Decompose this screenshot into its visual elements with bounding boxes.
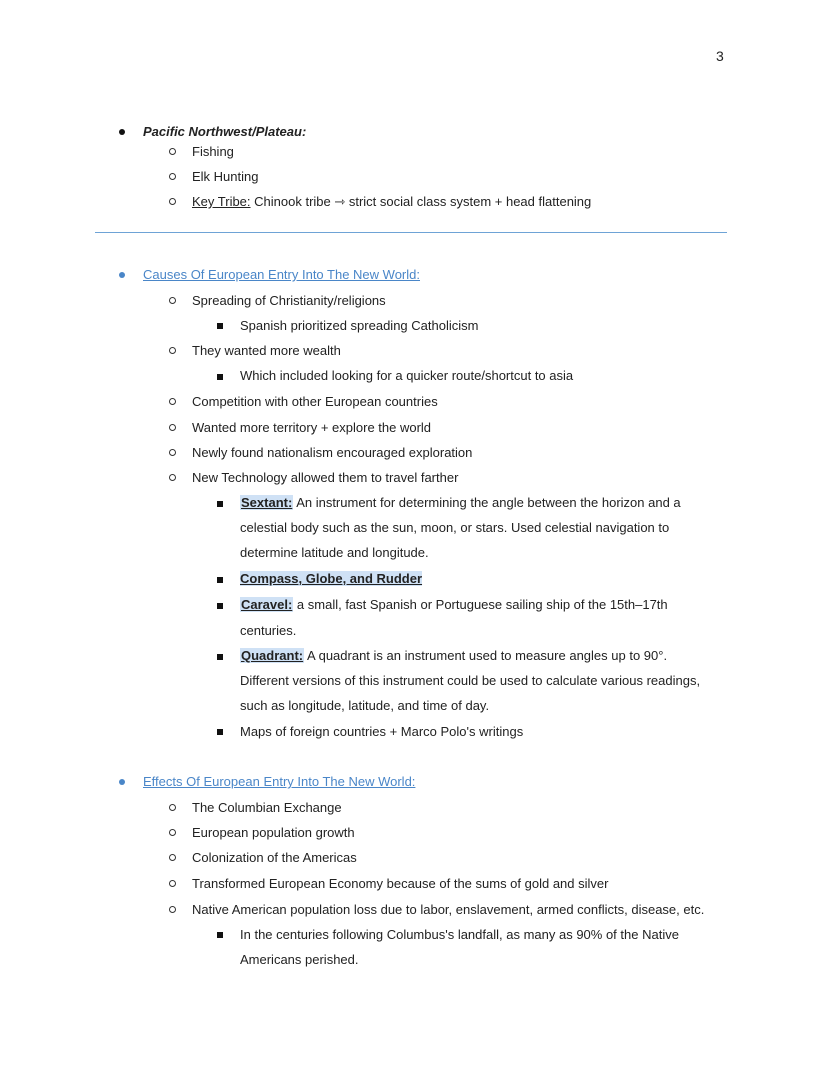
compass-line <box>240 570 422 588</box>
bullet-circle <box>169 449 176 456</box>
bullet-circle <box>169 474 176 481</box>
sub-list-item-line-1: In the centuries following Columbus's landfall, as many as 90% of the Native <box>240 927 679 942</box>
list-item-key-tribe <box>192 193 591 211</box>
bullet-dot <box>119 129 125 135</box>
causes-heading-link[interactable]: Causes Of European Entry Into The New World: <box>143 267 420 282</box>
bullet-circle <box>169 173 176 180</box>
bullet-circle <box>169 148 176 155</box>
sextant-term: Sextant: <box>241 495 293 510</box>
list-item: Wanted more territory + explore the world <box>192 420 432 435</box>
list-item: Competition with other European countries <box>192 394 438 409</box>
list-item: European population growth <box>192 825 355 840</box>
bullet-square <box>217 374 223 380</box>
list-item: Colonization of the Americas <box>192 850 357 865</box>
bullet-circle <box>169 398 176 405</box>
bullet-circle <box>169 829 176 836</box>
effects-heading-link[interactable]: Effects Of European Entry Into The New World: <box>143 774 416 789</box>
sextant-definition: An instrument for determining the angle between the horizon and a <box>293 495 681 510</box>
caravel-term: Caravel: <box>241 597 293 612</box>
bullet-square <box>217 577 223 583</box>
bullet-dot <box>119 272 125 278</box>
bullet-circle <box>169 347 176 354</box>
compass-term: Compass, Globe, and Rudder <box>240 571 423 586</box>
bullet-circle <box>169 198 176 205</box>
list-item: They wanted more wealth <box>192 343 341 358</box>
quadrant-line-2: Different versions of this instrument could be used to calculate various readings, <box>240 673 701 688</box>
list-item: Elk Hunting <box>192 169 259 184</box>
caravel-definition: a small, fast Spanish or Portuguese sailing ship of the 15th–17th <box>293 597 668 612</box>
key-tribe-label: Key Tribe: <box>192 194 251 209</box>
bullet-circle <box>169 297 176 304</box>
bullet-square <box>217 654 223 660</box>
key-tribe-text: Chinook tribe ⇾ strict social class system + head flattening <box>250 194 592 209</box>
quadrant-line-3: such as longitude, latitude, and time of day. <box>240 698 490 713</box>
bullet-circle <box>169 880 176 887</box>
sextant-line-3: determine latitude and longitude. <box>240 545 429 560</box>
list-item: Fishing <box>192 144 234 159</box>
list-item: Spreading of Christianity/religions <box>192 293 386 308</box>
bullet-square <box>217 501 223 507</box>
list-item: Newly found nationalism encouraged exploration <box>192 445 473 460</box>
bullet-circle <box>169 854 176 861</box>
bullet-square <box>217 323 223 329</box>
list-item: New Technology allowed them to travel farther <box>192 470 459 485</box>
sub-list-item: Spanish prioritized spreading Catholicism <box>240 318 479 333</box>
list-item: Native American population loss due to labor, enslavement, armed conflicts, disease, etc. <box>192 902 705 917</box>
page-number: 3 <box>716 48 724 64</box>
quadrant-definition: A quadrant is an instrument used to measure angles up to 90°. <box>304 648 668 663</box>
bullet-square <box>217 729 223 735</box>
bullet-circle <box>169 424 176 431</box>
sextant-line-1 <box>240 494 681 512</box>
list-item: Transformed European Economy because of the sums of gold and silver <box>192 876 609 891</box>
list-item: The Columbian Exchange <box>192 800 342 815</box>
pnw-heading: Pacific Northwest/Plateau: <box>143 124 307 139</box>
bullet-circle <box>169 804 176 811</box>
sub-list-item: Which included looking for a quicker route/shortcut to asia <box>240 368 574 383</box>
bullet-square <box>217 932 223 938</box>
sub-list-item-line-2: Americans perished. <box>240 952 359 967</box>
sub-list-item: Maps of foreign countries + Marco Polo's writings <box>240 724 524 739</box>
caravel-line-2: centuries. <box>240 623 297 638</box>
sextant-line-2: celestial body such as the sun, moon, or stars. Used celestial navigation to <box>240 520 670 535</box>
bullet-dot <box>119 779 125 785</box>
caravel-line-1 <box>240 596 668 614</box>
bullet-circle <box>169 906 176 913</box>
quadrant-term: Quadrant: <box>241 648 304 663</box>
section-divider <box>95 232 727 233</box>
bullet-square <box>217 603 223 609</box>
quadrant-line-1 <box>240 647 667 665</box>
